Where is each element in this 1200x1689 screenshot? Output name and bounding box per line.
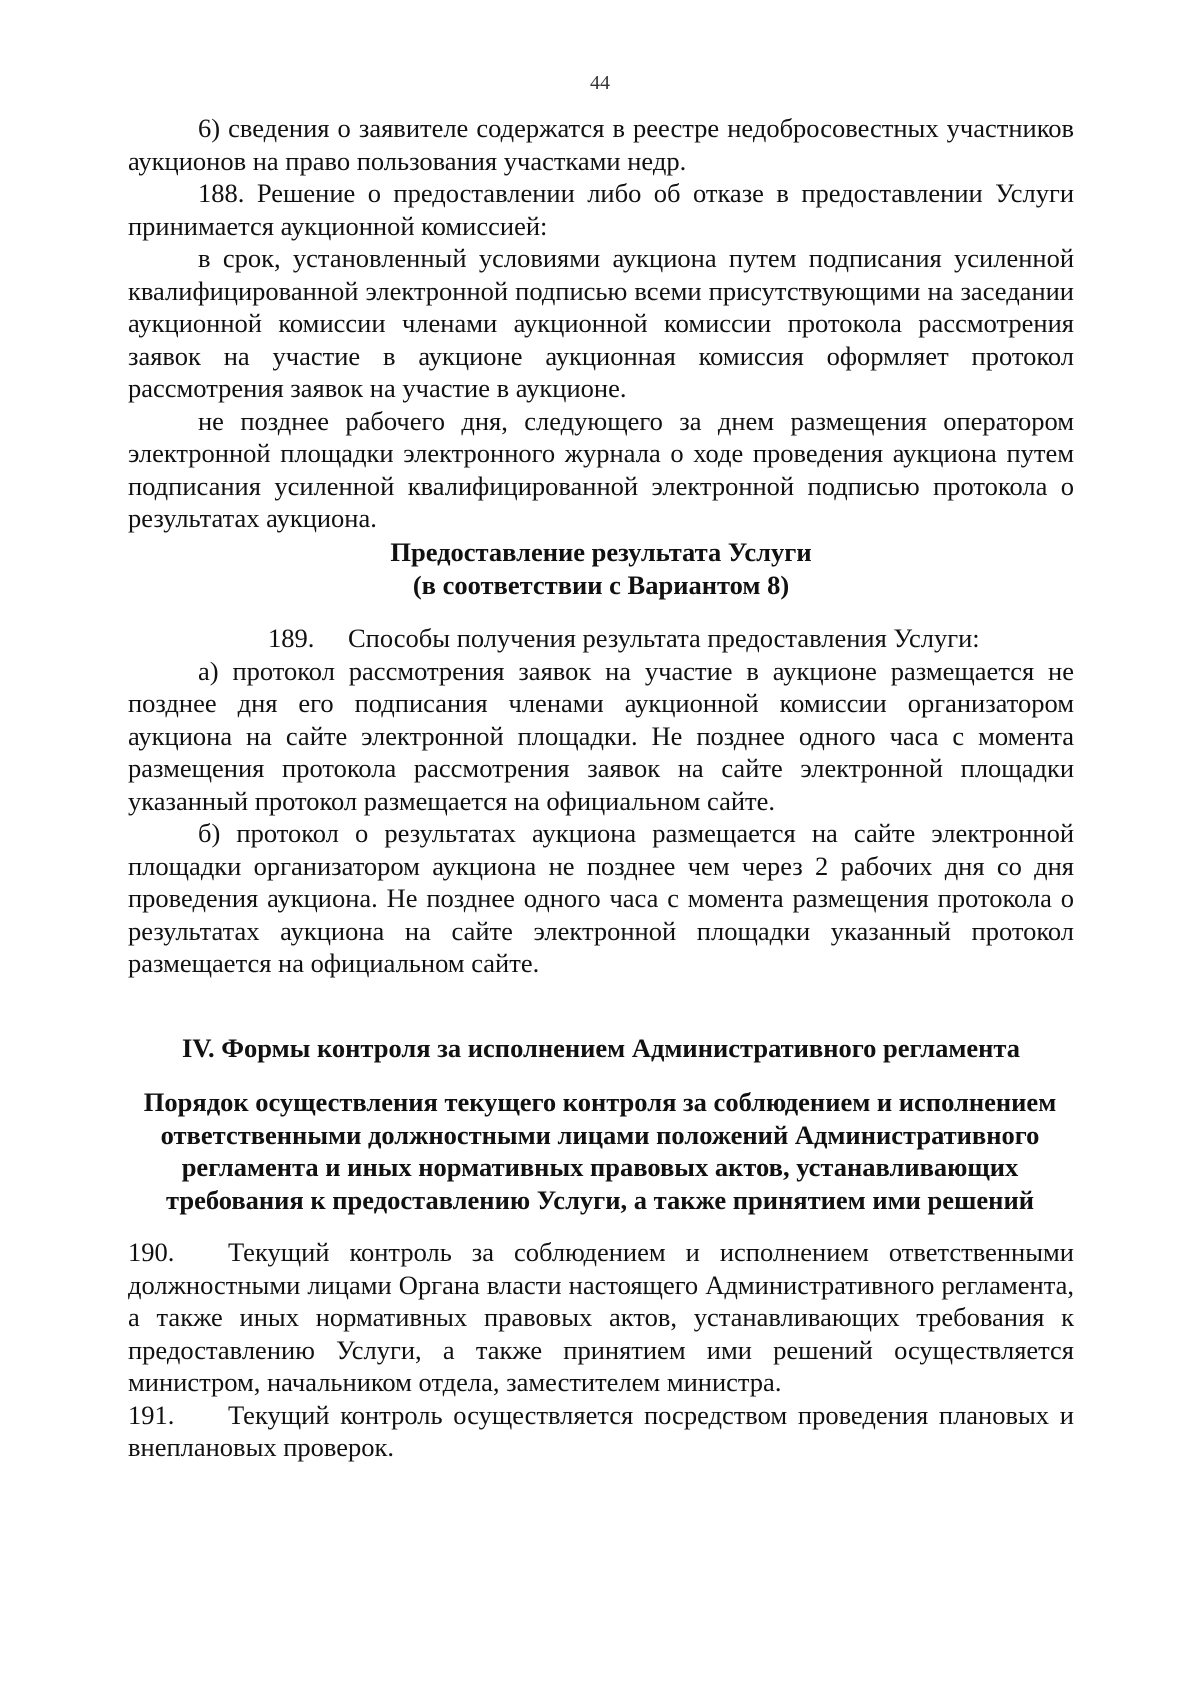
paragraph-189: [128, 622, 1074, 655]
text-block-1: [128, 112, 1074, 535]
text-block-3: [128, 1236, 1074, 1464]
subsection-title-block: [140, 1086, 1060, 1216]
paragraph-6: 6) сведения о заявителе содержатся в реестре недобросовестных участников аукционов на право пользования участками недр.: [128, 113, 1074, 176]
section-title: IV. Формы контроля за исполнением Административного регламента: [182, 1033, 1020, 1063]
paragraph-188-deadline-2: не позднее рабочего дня, следующего за днем размещения оператором электронной площадки электронного журнала о ходе проведения аукциона путем подписания усиленной квалифицированной электронной подписью протокола о результатах аукциона.: [128, 405, 1074, 533]
paragraph-190-text: Текущий контроль за соблюдением и исполнением ответственными должностными лицами Органа власти настоящего Административного регламента, а также иных нормативных правовых актов, устанавливающих требования к предоставлению Услуги, а также принятием ими решений осуществляется министром, начальником отдела, заместителем министра.: [128, 1237, 1074, 1397]
heading-result-line-1: Предоставление результата Услуги: [390, 537, 812, 567]
paragraph-188-deadline-1: в срок, установленный условиями аукциона путем подписания усиленной квалифицированной электронной подписью всеми присутствующими на заседании аукционной комиссии членами аукционной комиссии протокола рассмотрения заявок на участие в аукционе аукционная комиссия оформляет протокол рассмотрения заявок на участие в аукционе.: [128, 243, 1074, 403]
paragraph-191: [128, 1399, 1074, 1464]
page-number: 44: [590, 72, 610, 94]
paragraph-190-number: 190.: [128, 1237, 175, 1267]
paragraph-188: 188. Решение о предоставлении либо об отказе в предоставлении Услуги принимается аукционной комиссией:: [128, 178, 1074, 241]
heading-result: [128, 536, 1074, 601]
paragraph-191-text: Текущий контроль осуществляется посредством проведения плановых и внеплановых проверок.: [128, 1399, 1074, 1462]
paragraph-189-number: 189.: [268, 623, 315, 653]
heading-result-line-2: (в соответствии с Вариантом 8): [412, 569, 790, 600]
paragraph-190: [128, 1236, 1074, 1399]
paragraph-191-number: 191.: [128, 1399, 175, 1430]
paragraph-189-b: б) протокол о результатах аукциона размещается на сайте электронной площадки организатором аукциона не позднее чем через 2 рабочих дня со дня проведения аукциона. Не позднее одного часа с момента размещения протокола о результатах аукциона на сайте электронной площадки указанный протокол размещается на официальном сайте.: [128, 818, 1074, 978]
text-block-2: [128, 622, 1074, 980]
paragraph-189-text: Способы получения результата предоставления Услуги:: [348, 623, 980, 653]
paragraph-189-a: а) протокол рассмотрения заявок на участие в аукционе размещается не позднее дня его подписания членами аукционной комиссии организатором аукциона на сайте электронной площадки. Не позднее одного часа с момента размещения протокола рассмотрения заявок на сайте электронной площадки указанный протокол размещается на официальном сайте.: [128, 655, 1074, 816]
subsection-title: Порядок осуществления текущего контроля за соблюдением и исполнением ответственными должностными лицами положений Административного регламента и иных нормативных правовых актов, устанавливающих требования к предоставлению Услуги, а также принятием ими решений: [143, 1087, 1057, 1215]
section-title-block: [128, 1032, 1074, 1065]
